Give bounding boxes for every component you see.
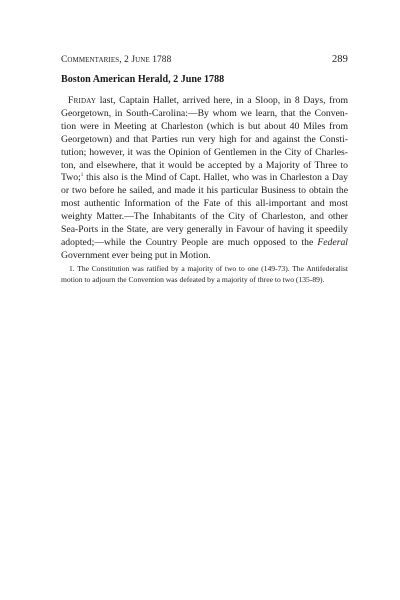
body-text-part-1: last, Captain Hallet, arrived here, in a Sloop, in 8 Days, from Georgetown, in South-Carolina:—By whom we learn, that the Convention were in Meeting at Charleston (which is but about 40 Miles from Georgetown) and that Parties run very high for and against the Constitution; however, it was the Opinion of Gentlemen in the City of Charleston, and elsewhere, that it would be accepted by a Majority of Three to Two;: [61, 95, 348, 184]
footnote: 1. The Constitution was ratified by a majority of two to one (149-73). The Antifederalist motion to adjourn the Convention was defeated by a majority of three to two (135-89).: [61, 264, 348, 284]
footnote-reference: 1: [80, 173, 84, 179]
document-heading: Boston American Herald, 2 June 1788: [61, 74, 225, 85]
body-italic-word: Federal: [317, 236, 348, 248]
running-head: [61, 54, 348, 66]
page-number: 289: [331, 54, 348, 65]
body-text-part-3: Government ever being put in Motion.: [61, 249, 211, 261]
document-body: [61, 95, 348, 263]
body-text-part-2: this also is the Mind of Capt. Hallet, who was in Charleston a Day or two before he sailed, and made it his particular Business to obtain the most authentic Information of the Fate of this all-important and most weighty Matter.—The Inhabitants of the City of Charleston, and other Sea-Ports in the State, are very generally in Favour of having it speedily adopted;—while the Country People are much opposed to the: [61, 172, 348, 248]
body-lead-word: Friday: [68, 95, 97, 106]
running-head-title: Commentaries, 2 June 1788: [61, 55, 172, 65]
